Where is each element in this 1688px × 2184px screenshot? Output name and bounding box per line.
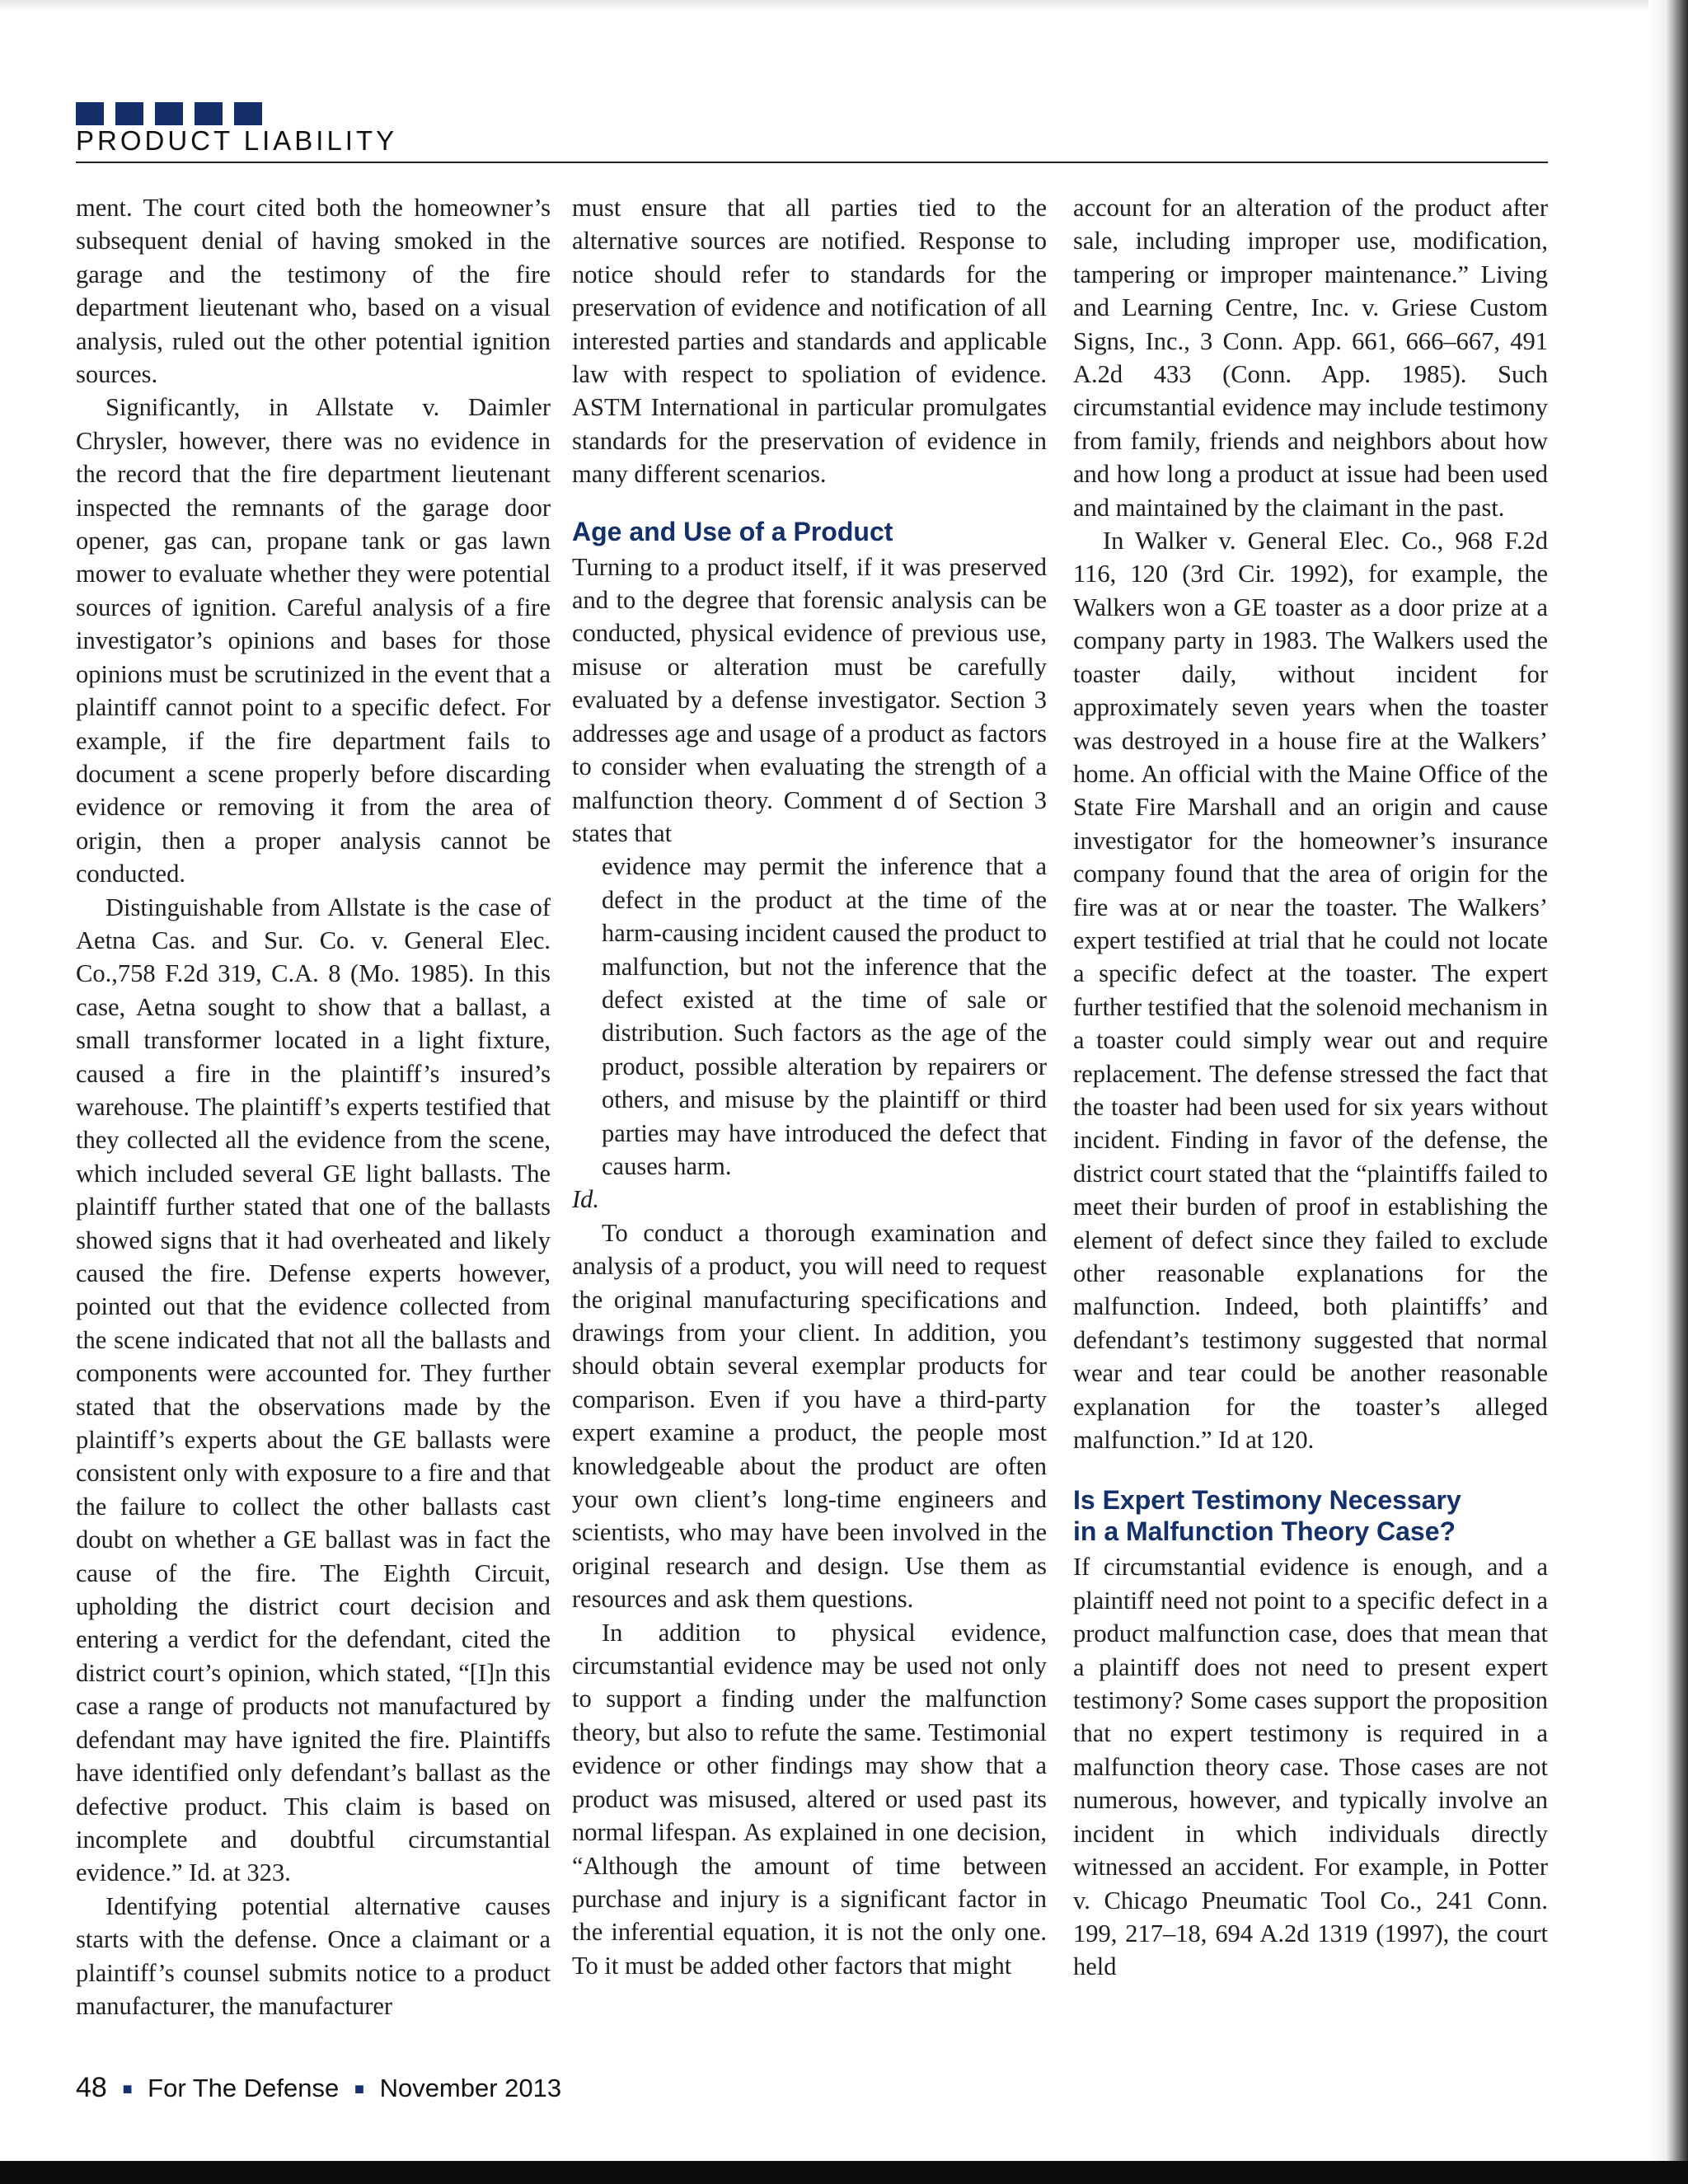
header-square [76, 102, 104, 125]
column-2 [572, 191, 1047, 1982]
footer-separator: ■ [122, 2080, 133, 2099]
header-square [234, 102, 262, 125]
section-heading: Age and Use of a Product [572, 516, 893, 546]
paragraph: Turning to a product itself, if it was preserved and to the degree that forensic analysis can be conducted, physical evidence of previous use, misuse or alteration must be carefully evaluated by a defense investigator. Section 3 addresses age and usage of a product as factors to consider when evaluating the strength of a malfunction theory. Comment d of Section 3 states that [572, 552, 1047, 847]
block-quote: evidence may permit the inference that a defect in the product at the time of the harm-causing incident caused the product to malfunction, but not the inference that the defect existed at the time of sale or distribution. Such factors as the age of the product, possible alteration by repairers or others, and misuse by the plaintiff or third parties may have introduced the defect that causes harm. [602, 852, 1047, 1180]
paragraph: To conduct a thorough examination and analysis of a product, you will need to request the original manufacturing specifications and drawings from your client. In addition, you should obtain several exemplar products for comparison. Even if you have a third-party expert examine a product, the people most knowledgeable about the product are often your own client’s long-time engineers and scientists, who may have been involved in the original research and design. Use them as resources and ask them questions. [572, 1218, 1047, 1614]
header-square [155, 102, 183, 125]
section-heading-line: Is Expert Testimony Necessary [1073, 1485, 1461, 1516]
paragraph: ment. The court cited both the homeowner’s subsequent denial of having smoked in the garage and the testimony of the fire department lieutenant who, based on a visual analysis, ruled out the other potential ignition sources. [76, 194, 551, 389]
header-rule [76, 162, 1548, 163]
scan-edge-bottom [0, 2161, 1688, 2184]
paragraph: Significantly, in Allstate v. Daimler Chrysler, however, there was no evidence in the record that the fire department lieutenant inspected the remnants of the garage door opener, gas can, propane tank or gas lawn mower to evaluate whether they were potential sources of ignition. Careful analysis of a fire investigator’s opinions and bases for those opinions must be scrutinized in the event that a plaintiff cannot point to a specific defect. For example, if the fire department fails to document a scene properly before discarding evidence or removing it from the area of origin, then a proper analysis cannot be conducted. [76, 393, 551, 888]
section-heading-line: in a Malfunction Theory Case? [1073, 1516, 1456, 1547]
column-1 [76, 191, 551, 2022]
scan-edge-top [0, 0, 1688, 12]
issue-date: November 2013 [379, 2074, 562, 2102]
citation: Id. [572, 1185, 600, 1214]
footer-separator: ■ [354, 2080, 364, 2099]
column-3 [1073, 191, 1548, 1984]
page-number: 48 [76, 2072, 107, 2103]
section-label: PRODUCT LIABILITY [76, 125, 398, 156]
paragraph: If circumstantial evidence is enough, and a plaintiff need not point to a specific defect in a product malfunction case, does that mean that a plaintiff does not need to present expert testimony? Some cases support the proposition that no expert testimony is required in a malfunction theory case. Those cases are not numerous, however, and typically involve an incident in which individuals directly witnessed an accident. For example, in Potter v. Chicago Pneumatic Tool Co., 241 Conn. 199, 217–18, 694 A.2d 1319 (1997), the court held [1073, 1553, 1548, 1981]
scan-edge-right [1648, 0, 1688, 2184]
paragraph: In Walker v. General Elec. Co., 968 F.2d 116, 120 (3rd Cir. 1992), for example, the Walkers won a GE toaster as a door prize at a company party in 1983. The Walkers used the toaster daily, without incident for approximately seven years when the toaster was destroyed in a house fire at the Walkers’ home. An official with the Maine Office of the State Fire Marshall and an origin and cause investigator for the homeowner’s insurance company found that the area of origin for the fire was at or near the toaster. The Walkers’ expert testified at trial that he could not locate a specific defect at the toaster. The expert further testified that the solenoid mechanism in a toaster could simply wear out and require replacement. The defense stressed the fact that the toaster had been used for six years without incident. Finding in favor of the defense, the district court stated that the “plaintiffs failed to meet their burden of proof in establishing the element of defect since they failed to exclude other reasonable explanations for the malfunction. Indeed, both plaintiffs’ and defendant’s testimony suggested that normal wear and tear could be another reasonable explanation for the toaster’s alleged malfunction.” Id at 120. [1073, 527, 1548, 1455]
paragraph: Identifying potential alternative causes starts with the defense. Once a claimant or a plaintiff’s counsel submits notice to a product manufacturer, the manufacturer [76, 1891, 551, 2020]
paragraph: Distinguishable from Allstate is the case of Aetna Cas. and Sur. Co. v. General Elec. Co.,758 F.2d 319, C.A. 8 (Mo. 1985). In this case, Aetna sought to show that a ballast, a small transformer located in a light fixture, caused a fire in the plaintiff’s insured’s warehouse. The plaintiff’s experts testified that they collected all the evidence from the scene, which included several GE light ballasts. The plaintiff further stated that one of the ballasts showed signs that it had overheated and likely caused the fire. Defense experts however, pointed out that the evidence collected from the scene indicated that not all the ballasts and components were accounted for. They further stated that the observations made by the plaintiff’s experts about the GE ballasts were consistent only with exposure to a fire and that the failure to collect the other ballasts cast doubt on whether a GE ballast was in fact the cause of the fire. The Eighth Circuit, upholding the district court decision and entering a verdict for the defendant, cited the district court’s opinion, which stated, “[I]n this case a range of products not manufactured by defendant may have ignited the fire. Plaintiffs have identified only defendant’s ballast as the defective product. This claim is based on incomplete and doubtful circumstantial evidence.” Id. at 323. [76, 893, 551, 1887]
paragraph: must ensure that all parties tied to the alternative sources are notified. Response to notice should refer to standards for the preservation of evidence and notification of all interested parties and standards and applicable law with respect to spoliation of evidence. ASTM International in particular promulgates standards for the preservation of evidence in many different scenarios. [572, 194, 1047, 489]
paragraph: In addition to physical evidence, circumstantial evidence may be used not only to support a finding under the malfunction theory, but also to refute the same. Testimonial evidence or other findings may show that a product was misused, altered or used past its normal lifespan. As explained in one decision, “Although the amount of time between purchase and injury is a significant factor in the inferential equation, it is not the only one. To it must be added other factors that might [572, 1618, 1047, 1980]
header-squares [76, 102, 262, 125]
publication-name: For The Defense [148, 2074, 340, 2102]
header-square [115, 102, 143, 125]
paragraph: account for an alteration of the product after sale, including improper use, modification, tampering or improper maintenance.” Living and Learning Centre, Inc. v. Griese Custom Signs, Inc., 3 Conn. App. 661, 666–667, 491 A.2d 433 (Conn. App. 1985). Such circumstantial evidence may include testimony from family, friends and neighbors about how and how long a product at issue had been used and maintained by the claimant in the past. [1073, 194, 1548, 522]
section-heading [1073, 1484, 1548, 1547]
header-square [195, 102, 223, 125]
page-footer [76, 2072, 561, 2104]
